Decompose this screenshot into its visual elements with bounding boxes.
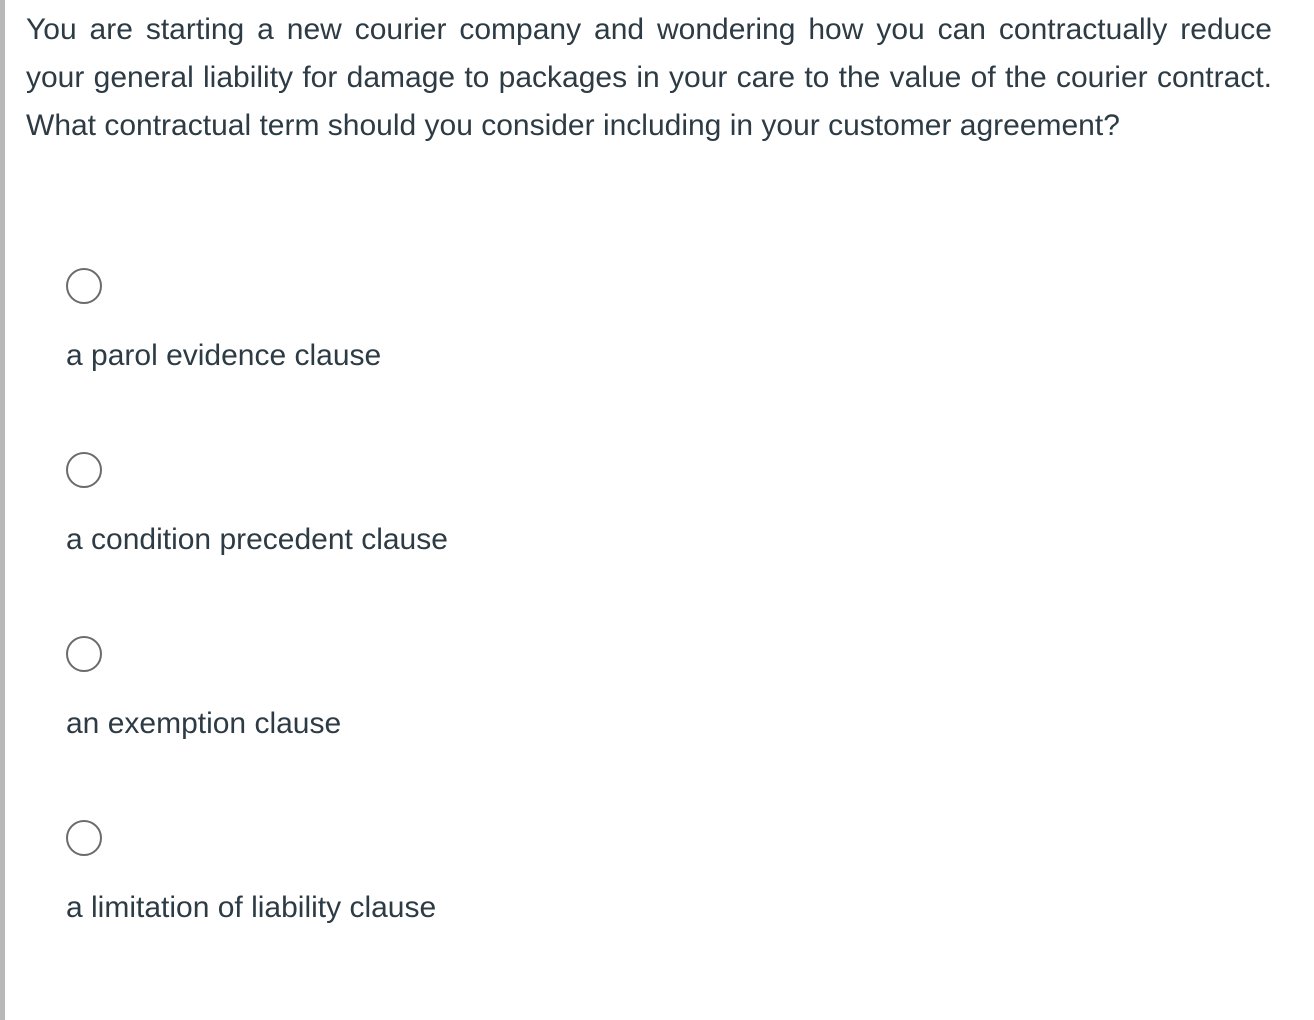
option-label: a limitation of liability clause xyxy=(66,891,437,924)
radio-button[interactable] xyxy=(66,268,102,304)
option-label: a condition precedent clause xyxy=(66,523,448,556)
radio-button[interactable] xyxy=(66,820,102,856)
option-exemption[interactable] xyxy=(66,636,1066,756)
radio-button[interactable] xyxy=(66,636,102,672)
option-label: an exemption clause xyxy=(66,707,342,740)
radio-button[interactable] xyxy=(66,452,102,488)
option-parol-evidence[interactable] xyxy=(66,268,1066,388)
option-limitation-of-liability[interactable] xyxy=(66,820,1066,940)
option-label: a parol evidence clause xyxy=(66,339,382,372)
question-text: You are starting a new courier company and wondering how you can contractually reduce your general liability for damage to packages in your care to the value of the courier contract. What contractual term should you consider including in your customer agreement? xyxy=(26,13,1272,142)
option-condition-precedent[interactable] xyxy=(66,452,1066,572)
